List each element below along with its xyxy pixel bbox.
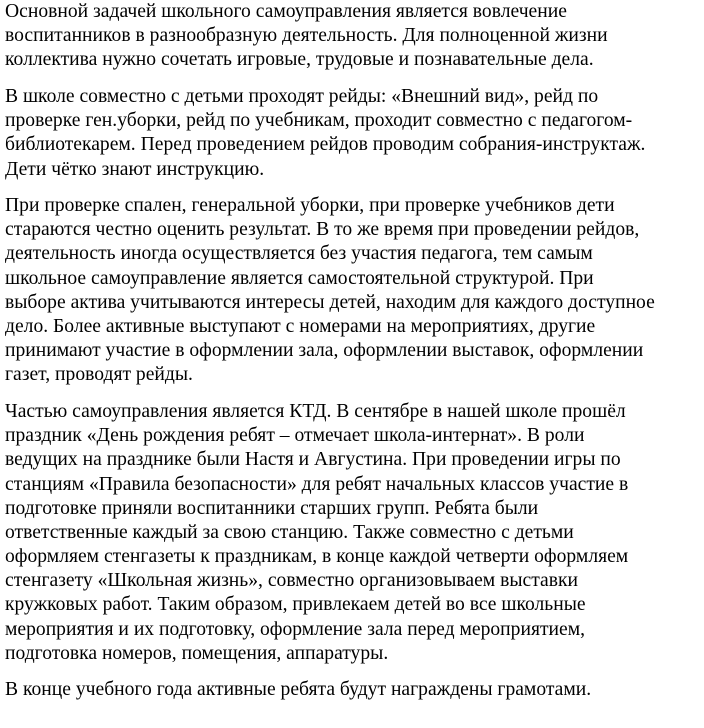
text-line: газет, проводят рейды. <box>5 364 193 386</box>
text-line: воспитанников в разнообразную деятельность. Для полноценной жизни <box>5 25 608 47</box>
text-line: стараются честно оценить результат. В то же время при проведении рейдов, <box>5 219 640 241</box>
text-line: При проверке спален, генеральной уборки, при проверке учебников дети <box>5 195 615 217</box>
text-line: В конце учебного года активные ребята будут награждены грамотами. <box>5 679 592 701</box>
text-line: коллектива нужно сочетать игровые, трудовые и познавательные дела. <box>5 49 594 71</box>
text-line: Частью самоуправления является КТД. В сентябре в нашей школе прошёл <box>5 400 626 422</box>
text-line: принимают участие в оформлении зала, оформлении выставок, оформлении <box>5 340 644 362</box>
text-line: Основной задачей школьного самоуправления является вовлечение <box>5 1 567 22</box>
document-body <box>5 0 704 715</box>
text-line: проверке ген.уборки, рейд по учебникам, проходит совместно с педагогом- <box>5 110 633 132</box>
text-line: В школе совместно с детьми проходят рейды: «Внешний вид», рейд по <box>5 85 599 107</box>
paragraph-2 <box>5 85 704 182</box>
text-line: подготовка номеров, помещения, аппаратуры. <box>5 642 389 664</box>
text-line: школьное самоуправление является самостоятельной структурой. При <box>5 267 594 289</box>
text-line: выборе актива учитываются интересы детей, находим для каждого доступное <box>5 291 655 313</box>
text-line: станциям «Правила безопасности» для ребят начальных классов участие в <box>5 473 629 495</box>
text-line: стенгазету «Школьная жизнь», совместно организовываем выставки <box>5 570 578 592</box>
text-line: ведущих на празднике были Настя и Августина. При проведении игры по <box>5 449 621 471</box>
text-line: дело. Более активные выступают с номерами на мероприятиях, другие <box>5 316 596 338</box>
text-line: праздник «День рождения ребят – отмечает школа-интернат». В роли <box>5 425 585 447</box>
text-line: библиотекарем. Перед проведением рейдов проводим собрания-инструктаж. <box>5 134 646 156</box>
text-line: Дети чётко знают инструкцию. <box>5 158 265 180</box>
paragraph-5 <box>5 678 704 702</box>
text-line: мероприятия и их подготовку, оформление зала перед мероприятием, <box>5 618 586 640</box>
text-line: кружковых работ. Таким образом, привлекаем детей во все школьные <box>5 594 586 616</box>
paragraph-1 <box>5 0 704 73</box>
paragraph-3 <box>5 194 704 388</box>
paragraph-4 <box>5 400 704 666</box>
text-line: ответственные каждый за свою станцию. Также совместно с детьми <box>5 521 574 543</box>
text-line: деятельность иногда осуществляется без участия педагога, тем самым <box>5 243 593 265</box>
text-line: оформляем стенгазеты к праздникам, в конце каждой четверти оформляем <box>5 546 629 568</box>
text-line: подготовке приняли воспитанники старших групп. Ребята были <box>5 497 539 519</box>
